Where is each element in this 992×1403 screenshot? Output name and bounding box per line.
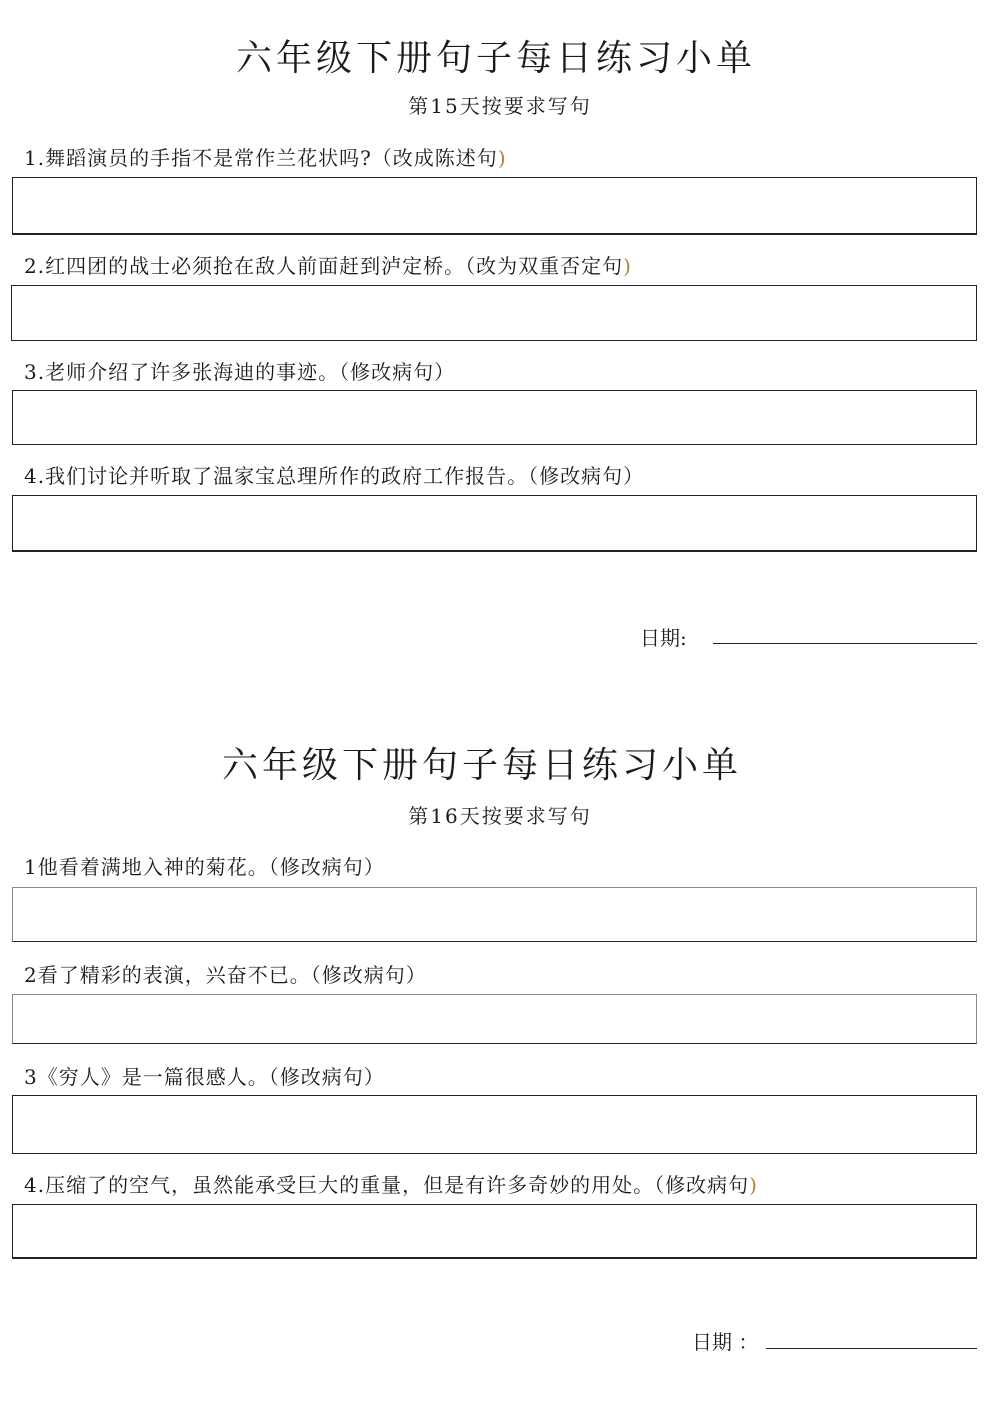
question-3	[24, 1061, 385, 1090]
answer-box-3[interactable]	[12, 390, 977, 445]
question-3	[24, 356, 455, 385]
question-close-paren: )	[623, 254, 632, 278]
question-text: 4.我们讨论并听取了温家宝总理所作的政府工作报告。（修改病句）	[24, 464, 645, 488]
answer-box-2[interactable]	[11, 285, 977, 341]
date-input-line[interactable]	[766, 1348, 977, 1349]
sheet-title: 六年级下册句子每日练习小单	[235, 38, 756, 79]
sheet-subtitle: 第16天按要求写句	[408, 804, 592, 828]
answer-box-1[interactable]	[12, 887, 977, 942]
answer-box-4[interactable]	[12, 495, 977, 552]
sheet-subtitle: 第15天按要求写句	[408, 94, 592, 118]
question-1	[24, 142, 507, 171]
question-close-paren: )	[497, 146, 507, 170]
question-text: 4.压缩了的空气，虽然能承受巨大的重量，但是有许多奇妙的用处。（修改病句	[24, 1173, 750, 1197]
question-text: 2看了精彩的表演，兴奋不已。（修改病句）	[24, 963, 427, 987]
question-text: 1他看着满地入神的菊花。（修改病句）	[24, 855, 385, 879]
question-4	[24, 460, 644, 489]
sheet-title: 六年级下册句子每日练习小单	[221, 745, 742, 786]
answer-box-3[interactable]	[12, 1095, 977, 1154]
question-text: 3《穷人》是一篇很感人。（修改病句）	[24, 1065, 385, 1089]
question-close-paren: )	[749, 1173, 758, 1197]
question-text: 3.老师介绍了许多张海迪的事迹。（修改病句）	[24, 360, 456, 384]
question-2	[24, 250, 632, 279]
question-2	[24, 959, 427, 988]
date-label: 日期:	[640, 626, 687, 650]
question-text: 2.红四团的战士必须抢在敌人前面赶到泸定桥。（改为双重否定句	[24, 254, 624, 278]
date-label: 日期 ：	[692, 1330, 759, 1354]
question-4	[24, 1169, 758, 1198]
question-text: 1.舞蹈演员的手指不是常作兰花状吗?（改成陈述句	[24, 146, 498, 170]
answer-box-4[interactable]	[12, 1204, 977, 1259]
answer-box-2[interactable]	[12, 994, 977, 1044]
date-input-line[interactable]	[713, 643, 977, 644]
answer-box-1[interactable]	[12, 177, 977, 235]
question-1	[24, 851, 385, 880]
